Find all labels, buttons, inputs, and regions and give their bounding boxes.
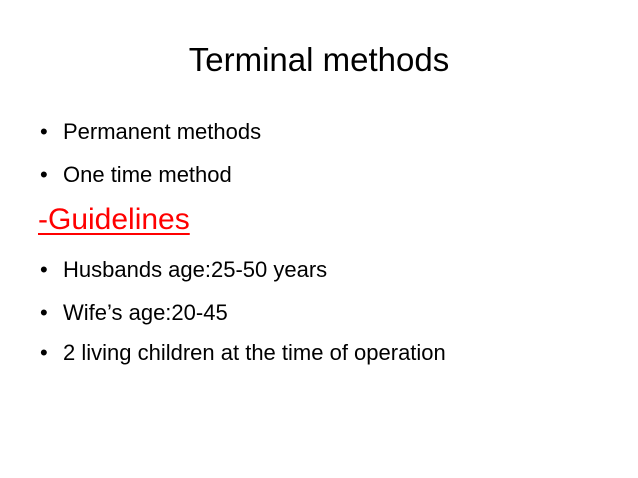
bullet-text: Wife’s age:20-45 — [63, 300, 228, 325]
bullet-icon: • — [40, 162, 48, 187]
bullet-icon: • — [40, 340, 48, 365]
bullet-item — [40, 338, 446, 368]
bullet-text: One time method — [63, 162, 232, 187]
slide-title: Terminal methods — [188, 41, 450, 78]
bullet-item — [40, 255, 327, 285]
bullet-item — [40, 117, 261, 147]
bullet-text: 2 living children at the time of operation — [63, 340, 446, 365]
bullet-text: Permanent methods — [63, 119, 262, 144]
bullet-item — [40, 298, 228, 328]
bullet-item — [40, 160, 232, 190]
bullet-icon: • — [40, 119, 48, 144]
section-heading: -Guidelines — [38, 203, 190, 236]
bullet-text: Husbands age:25-50 years — [63, 257, 328, 282]
bullet-icon: • — [40, 300, 48, 325]
bullet-icon: • — [40, 257, 48, 282]
